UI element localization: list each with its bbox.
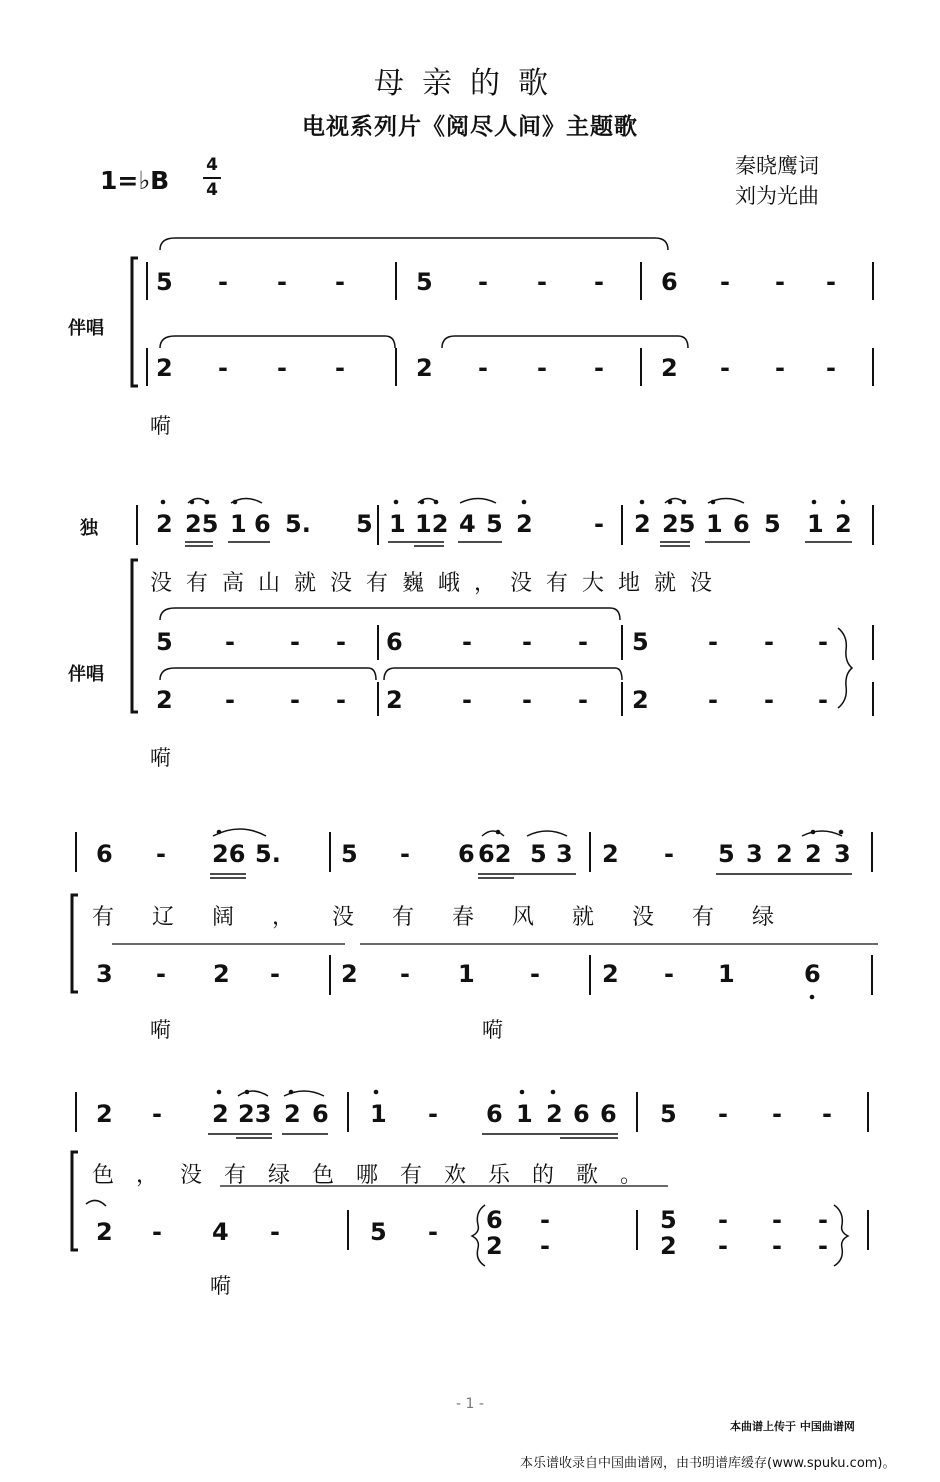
note: - [718, 1100, 728, 1128]
tie [460, 499, 496, 504]
note: - [826, 354, 836, 382]
note: - [578, 686, 588, 714]
upload-credit: 本曲谱上传于 中国曲谱网 [730, 1420, 855, 1433]
note: - [775, 354, 785, 382]
tie [527, 831, 567, 836]
note: - [708, 628, 718, 656]
note: - [335, 268, 345, 296]
note: 25 [185, 510, 219, 538]
note: 12 [415, 510, 449, 538]
note: - [818, 686, 828, 714]
tie [384, 668, 622, 680]
tie [802, 831, 842, 836]
note: - [720, 354, 730, 382]
note: 1 [706, 510, 723, 538]
note: 5 [718, 840, 735, 868]
note: 6 [804, 960, 821, 988]
meter-top: 4 [206, 155, 218, 175]
brace [472, 1205, 485, 1266]
system1-bracket [132, 258, 138, 386]
note: - [772, 1100, 782, 1128]
note: 6 [386, 628, 403, 656]
note: 2 [602, 840, 619, 868]
note: 2 [212, 1100, 229, 1128]
note: 2 [661, 354, 678, 382]
hum-syllable-4: 嗬 [482, 1018, 503, 1042]
note: 3 [96, 960, 113, 988]
note: 1 [516, 1100, 533, 1128]
chord-note-upper: - [772, 1206, 782, 1234]
chord-note-lower: - [818, 1232, 828, 1260]
note: 2 [284, 1100, 301, 1128]
note: - [764, 628, 774, 656]
note: - [290, 628, 300, 656]
note: 2 [213, 960, 230, 988]
tie [238, 1091, 268, 1096]
note: 2 [156, 354, 173, 382]
note: 2 [416, 354, 433, 382]
lyric-line-3: 色，没有绿色哪有欢乐的歌。 [92, 1163, 665, 1188]
note: 6 [733, 510, 750, 538]
note: 1 [458, 960, 475, 988]
note: 2 [156, 510, 173, 538]
note: - [708, 686, 718, 714]
chord-note-lower: - [718, 1232, 728, 1260]
note: 5 [416, 268, 433, 296]
note: - [335, 354, 345, 382]
note: 1 [370, 1100, 387, 1128]
note: 5 [486, 510, 503, 538]
song-subtitle: 电视系列片《阅尽人间》主题歌 [302, 113, 638, 140]
chord-note-lower: 2 [660, 1232, 677, 1260]
note: 5 [370, 1218, 387, 1246]
note: 2 [341, 960, 358, 988]
note: 4 [212, 1218, 229, 1246]
chord-note-upper: - [718, 1206, 728, 1234]
note: 5 [660, 1100, 677, 1128]
chord-note-upper: - [818, 1206, 828, 1234]
tie [482, 831, 504, 836]
note: 2 [96, 1100, 113, 1128]
note: - [478, 268, 488, 296]
note: 4 [459, 510, 476, 538]
note: - [522, 686, 532, 714]
note: 2 [602, 960, 619, 988]
key-signature: 1=♭B [100, 166, 170, 195]
note: 6 [573, 1100, 590, 1128]
note: 2 [805, 840, 822, 868]
hum-syllable-1: 嗬 [150, 414, 171, 438]
note: 2 [776, 840, 793, 868]
note: 6 [312, 1100, 329, 1128]
note: - [225, 628, 235, 656]
note: 2 [546, 1100, 563, 1128]
note: - [156, 960, 166, 988]
note: - [594, 268, 604, 296]
lyric-line-1: 没有高山就没有巍峨，没有大地就没 [150, 571, 727, 596]
hum-syllable-3: 嗬 [150, 1018, 171, 1042]
note: - [225, 686, 235, 714]
hum-syllable-2: 嗬 [150, 746, 171, 770]
chord-note-lower: - [772, 1232, 782, 1260]
page-number: - 1 - [456, 1396, 484, 1412]
note: 6 [600, 1100, 617, 1128]
note: - [462, 628, 472, 656]
note: - [594, 354, 604, 382]
system4-bracket [72, 1152, 78, 1250]
note: - [290, 686, 300, 714]
meter-bottom: 4 [206, 180, 218, 200]
note: 2 [835, 510, 852, 538]
note: 5 [764, 510, 781, 538]
note: - [400, 960, 410, 988]
note: - [530, 960, 540, 988]
system2-bracket [132, 560, 138, 712]
tie [160, 608, 620, 620]
note: 25 [662, 510, 696, 538]
note: 5 [632, 628, 649, 656]
note: - [428, 1218, 438, 1246]
note: - [218, 354, 228, 382]
hum-syllable-5: 嗬 [210, 1274, 231, 1298]
tie [160, 238, 668, 250]
note: - [462, 686, 472, 714]
note: 6 [254, 510, 271, 538]
note: - [826, 268, 836, 296]
brace [834, 1205, 848, 1266]
note: 2 [516, 510, 533, 538]
note: 2 [156, 686, 173, 714]
note: 1 [389, 510, 406, 538]
tie [86, 1200, 106, 1206]
note: 2 [632, 686, 649, 714]
note: - [218, 268, 228, 296]
note: 6 [96, 840, 113, 868]
note: 26 [212, 840, 246, 868]
note: 23 [238, 1100, 272, 1128]
note: - [822, 1100, 832, 1128]
note: - [578, 628, 588, 656]
note: - [594, 510, 604, 538]
note: - [152, 1218, 162, 1246]
note: - [152, 1100, 162, 1128]
note: 1 [718, 960, 735, 988]
note: - [522, 628, 532, 656]
system3-bracket [72, 895, 78, 992]
note: - [336, 686, 346, 714]
note: - [818, 628, 828, 656]
note: 5. [255, 840, 281, 868]
note: 6 [458, 840, 475, 868]
note: - [156, 840, 166, 868]
note: - [400, 840, 410, 868]
chord-note-upper: 5 [660, 1206, 677, 1234]
note: - [336, 628, 346, 656]
note: 6 [661, 268, 678, 296]
note: 3 [556, 840, 573, 868]
note: - [720, 268, 730, 296]
tie [160, 668, 376, 680]
chord-note-lower: - [540, 1232, 550, 1260]
lyricist-credit: 秦晓鹰词 [735, 154, 819, 178]
note: - [537, 354, 547, 382]
note: 2 [386, 686, 403, 714]
chord-note-upper: - [540, 1206, 550, 1234]
song-title: 母亲的歌 [374, 66, 566, 101]
chord-note-upper: 6 [486, 1206, 503, 1234]
note: 5 [156, 268, 173, 296]
note: - [764, 686, 774, 714]
composer-credit: 刘为光曲 [735, 184, 819, 208]
note: - [428, 1100, 438, 1128]
note: - [277, 354, 287, 382]
chord-note-lower: 2 [486, 1232, 503, 1260]
note: 6 [486, 1100, 503, 1128]
note: 5 [156, 628, 173, 656]
note: - [537, 268, 547, 296]
part-label-backing-2: 伴唱 [68, 664, 104, 685]
note: 1 [230, 510, 247, 538]
note: - [478, 354, 488, 382]
part-label-backing-1: 伴唱 [68, 318, 104, 339]
note: 5. [285, 510, 311, 538]
source-credit: 本乐谱收录自中国曲谱网，由书明谱库缓存(www.spuku.com)。 [520, 1456, 896, 1471]
note: 2 [634, 510, 651, 538]
note: 1 [807, 510, 824, 538]
note: - [775, 268, 785, 296]
brace [838, 628, 852, 708]
note: 3 [834, 840, 851, 868]
note: - [664, 960, 674, 988]
note: 5 [530, 840, 547, 868]
note: 5 [341, 840, 358, 868]
note: 62 [478, 840, 512, 868]
note: - [270, 1218, 280, 1246]
lyric-line-2: 有辽阔，没有春风就没有绿 [92, 905, 813, 930]
note: - [277, 268, 287, 296]
note: - [664, 840, 674, 868]
note: 3 [746, 840, 763, 868]
tie [160, 336, 395, 348]
tie [442, 336, 688, 348]
note: 5 [356, 510, 373, 538]
part-label-solo: 独 [80, 518, 98, 539]
note: - [270, 960, 280, 988]
note: 2 [96, 1218, 113, 1246]
